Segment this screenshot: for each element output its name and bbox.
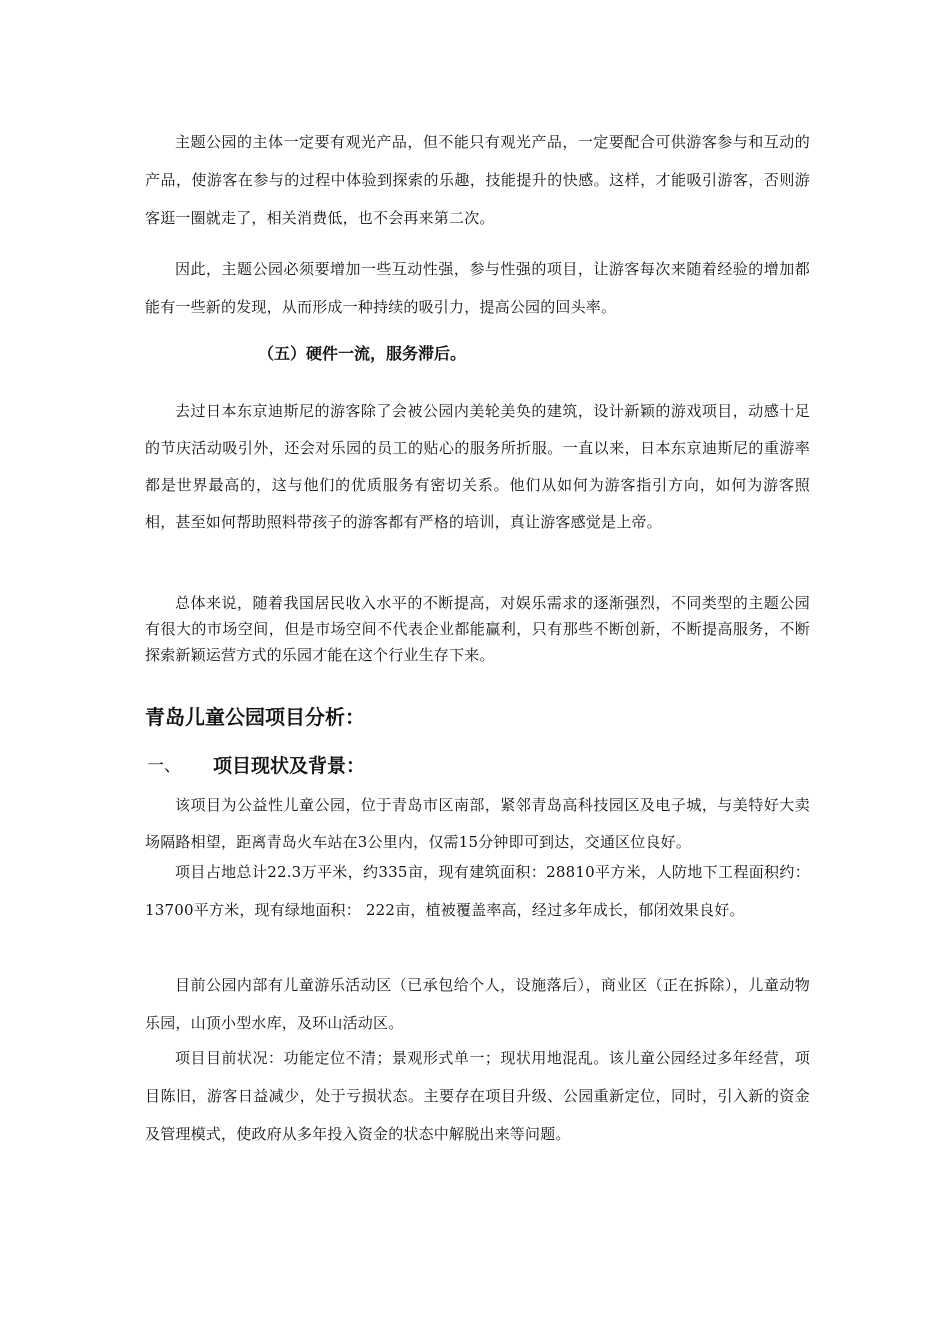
analysis-title: 青岛儿童公园项目分析： [145, 705, 365, 729]
section-title: 项目现状及背景： [213, 755, 366, 777]
section-number: 一、 [147, 756, 181, 776]
paragraph-interactive-projects: 因此，主题公园必须要增加一些互动性强，参与性强的项目，让游客每次来随着经验的增加都能有一些新的发现，从而形成一种持续的吸引力，提高公园的回头率。 [145, 260, 810, 316]
subheading-hardware-service: （五）硬件一流，服务滞后。 [258, 344, 467, 363]
paragraph-current-status: 项目目前状况：功能定位不清；景观形式单一；现状用地混乱。该儿童公园经过多年经营，项目陈旧，游客日益减少，处于亏损状态。主要存在项目升级、公园重新定位，同时，引入新的资金及管理模式，使政府从多年投入资金的状态中解脱出来等问题。 [145, 1049, 810, 1143]
paragraph-park-facilities: 目前公园内部有儿童游乐活动区（已承包给个人，设施落后），商业区（正在拆除），儿童动物乐园，山顶小型水库，及环山活动区。 [145, 976, 810, 1032]
paragraph-visitor-participation: 主题公园的主体一定要有观光产品，但不能只有观光产品，一定要配合可供游客参与和互动的产品，使游客在参与的过程中体验到探索的乐趣，技能提升的快感。这样，才能吸引游客，否则游客逛一圈就走了，相关消费低，也不会再来第二次。 [145, 133, 810, 227]
paragraph-tokyo-disney: 去过日本东京迪斯尼的游客除了会被公园内美轮美奂的建筑，设计新颖的游戏项目，动感十足的节庆活动吸引外，还会对乐园的员工的贴心的服务所折服。一直以来，日本东京迪斯尼的重游率都是世界最高的，这与他们的优质服务有密切关系。他们从如何为游客指引方向，如何为游客照相，甚至如何帮助照料带孩子的游客都有严格的培训，真让游客感觉是上帝。 [145, 402, 810, 531]
paragraph-project-area: 项目占地总计22.3万平米，约335亩，现有建筑面积：28810平方米，人防地下工程面积约：13700平方米，现有绿地面积： 222亩，植被覆盖率高，经过多年成长，郁闭效果良好。 [145, 863, 810, 919]
paragraph-project-location: 该项目为公益性儿童公园，位于青岛市区南部，紧邻青岛高科技园区及电子城，与美特好大卖场隔路相望，距离青岛火车站在3公里内，仅需15分钟即可到达，交通区位良好。 [145, 796, 810, 851]
paragraph-summary: 总体来说，随着我国居民收入水平的不断提高，对娱乐需求的逐渐强烈，不同类型的主题公园有很大的市场空间，但是市场空间不代表企业都能赢利，只有那些不断创新，不断提高服务，不断探索新颖运营方式的乐园才能在这个行业生存下来。 [145, 594, 810, 664]
